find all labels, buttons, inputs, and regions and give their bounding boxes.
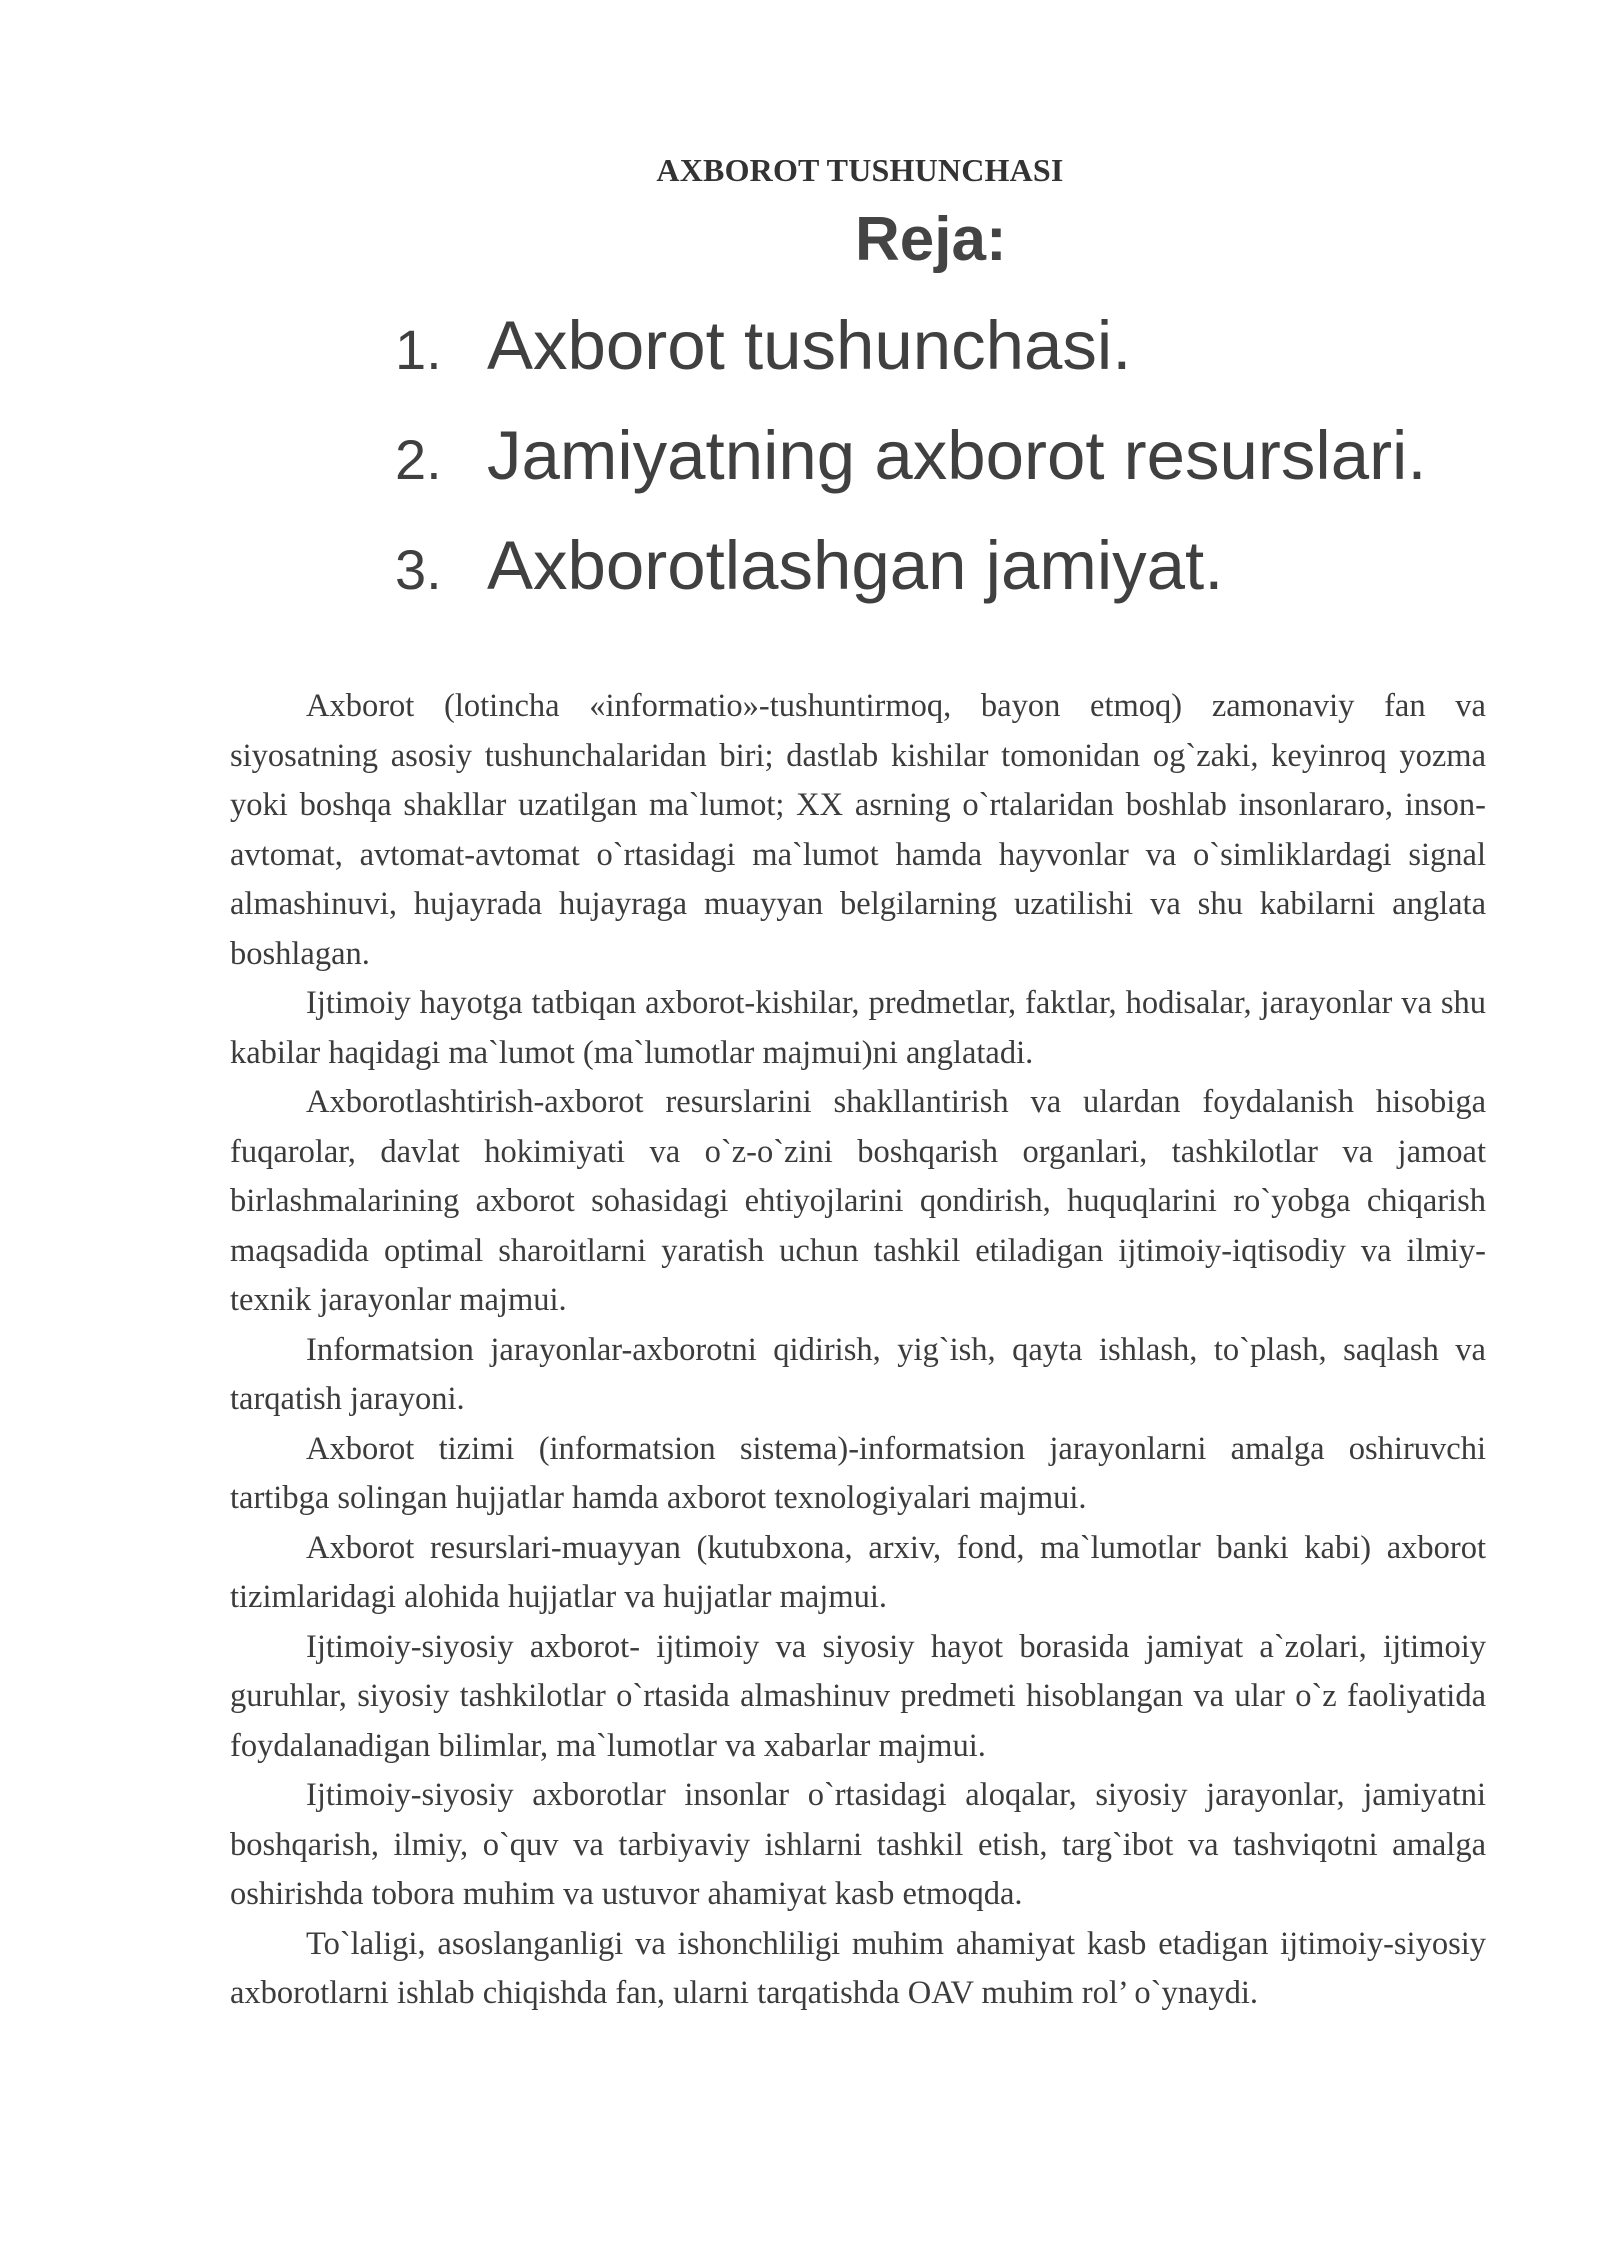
paragraph-socio-political-information: Ijtimoiy-siyosiy axborot- ijtimoiy va siyosiy hayot borasida jamiyat a`zolari, ijtimoiy guruhlar, siyosiy tashkilotlar o`rtasida almashinuv predmeti hisoblangan va ular o`z faoliyatida foydalanadigan bilimlar, ma`lumotlar va xabarlar majmui. bbox=[230, 1628, 1486, 1764]
paragraph-social-life-information: Ijtimoiy hayotga tatbiqan axborot-kishilar, predmetlar, faktlar, hodisalar, jarayonlar va shu kabilar haqidagi ma`lumot (ma`lumotlar majmui)ni anglatadi. bbox=[230, 985, 1486, 1071]
plan-item-number: 2. bbox=[395, 428, 442, 491]
paragraph-information-resources: Axborot resurslari-muayyan (kutubxona, arxiv, fond, ma`lumotlar banki kabi) axborot tizimlaridagi alohida hujjatlar va hujjatlar majmui. bbox=[230, 1529, 1486, 1615]
plan-item-text: Axborotlashgan jamiyat. bbox=[487, 527, 1224, 604]
plan-item-number: 3. bbox=[395, 538, 442, 601]
plan-item-text: Jamiyatning axborot resurslari. bbox=[487, 417, 1427, 494]
body-text bbox=[230, 682, 1486, 2019]
document-title: AXBOROT TUSHUNCHASI bbox=[656, 152, 1064, 188]
paragraph-information-processes: Informatsion jarayonlar-axborotni qidirish, yig`ish, qayta ishlash, to`plash, saqlash va tarqatish jarayoni. bbox=[230, 1331, 1486, 1417]
plan-item-text: Axborot tushunchasi. bbox=[487, 307, 1132, 384]
paragraph-information-system: Axborot tizimi (informatsion sistema)-informatsion jarayonlarni amalga oshiruvchi tartibga solingan hujjatlar hamda axborot texnologiyalari majmui. bbox=[230, 1430, 1486, 1516]
paragraph-informatization: Axborotlashtirish-axborot resurslarini shakllantirish va ulardan foydalanish hisobiga fuqarolar, davlat hokimiyati va o`z-o`zini boshqarish organlari, tashkilotlar va jamoat birlashmalarining axborot sohasidagi ehtiyojlarini qondirish, huquqlarini ro`yobga chiqarish maqsadida optimal sharoitlarni yaratish uchun tashkil etiladigan ijtimoiy-iqtisodiy va ilmiy-texnik jarayonlar majmui. bbox=[230, 1084, 1486, 1318]
plan-list bbox=[395, 300, 1427, 630]
paragraph-mass-media-role: To`laligi, asoslanganligi va ishonchliligi muhim ahamiyat kasb etadigan ijtimoiy-siyosiy axborotlarni ishlab chiqishda fan, ularni tarqatishda OAV muhim rol’ o`ynaydi. bbox=[230, 1925, 1486, 2011]
plan-item bbox=[395, 410, 1427, 520]
paragraph-socio-political-importance: Ijtimoiy-siyosiy axborotlar insonlar o`rtasidagi aloqalar, siyosiy jarayonlar, jamiyatni boshqarish, ilmiy, o`quv va tarbiyaviy ishlarni tashkil etish, targ`ibot va tashviqotni amalga oshirishda tobora muhim va ustuvor ahamiyat kasb etmoqda. bbox=[230, 1777, 1486, 1912]
plan-item bbox=[395, 520, 1427, 630]
plan-item bbox=[395, 300, 1427, 410]
plan-item-number: 1. bbox=[395, 318, 442, 381]
paragraph-axborot-definition: Axborot (lotincha «informatio»-tushuntirmoq, bayon etmoq) zamonaviy fan va siyosatning asosiy tushunchalaridan biri; dastlab kishilar tomonidan og`zaki, keyinroq yozma yoki boshqa shakllar uzatilgan ma`lumot; XX asrning o`rtalaridan boshlab insonlararo, inson-avtomat, avtomat-avtomat o`rtasidagi ma`lumot hamda hayvonlar va o`simliklardagi signal almashinuvi, hujayrada hujayraga muayyan belgilarning uzatilishi va shu kabilarni anglata boshlagan. bbox=[230, 688, 1486, 972]
plan-heading: Reja: bbox=[855, 205, 1007, 274]
